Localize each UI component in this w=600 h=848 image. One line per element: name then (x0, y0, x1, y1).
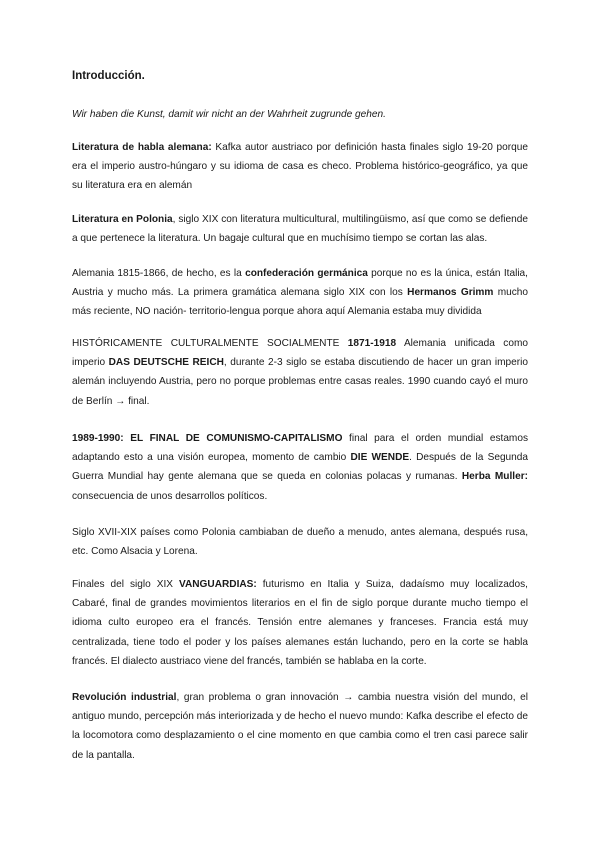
paragraph-revolucion-industrial (72, 688, 528, 765)
bold-term: VANGUARDIAS: (179, 579, 257, 590)
bold-term: DAS DEUTSCHE REICH (108, 357, 224, 369)
bold-term: Revolución industrial (72, 692, 177, 703)
paragraph-polonia (72, 210, 528, 248)
bold-term: Literatura de habla alemana: (72, 142, 212, 153)
paragraph-text: Alemania 1815-1866, de hecho, es la (72, 268, 246, 279)
paragraph-comunismo (72, 429, 528, 506)
paragraph-reich (72, 334, 528, 411)
bold-term: 1989-1990: EL FINAL DE COMUNISMO-CAPITALISMO (72, 433, 343, 444)
paragraph-text: Siglo XVII-XIX países como Polonia cambiaban de dueño a menudo, antes alemana, después rusa, etc. Como Alsacia y Lorena. (72, 527, 528, 558)
paragraph-text: Finales del siglo XIX (72, 579, 179, 590)
paragraph-text: consecuencia de unos desarrollos políticos. (72, 490, 268, 502)
paragraph-text: Alemania unificada como imperio (72, 338, 528, 369)
paragraph-text: , durante 2-3 siglo se estaba discutiendo de hacer un gran imperio alemán incluyendo Austria, pero no porque problemas entre casas reales. 1990 cuando cayó el muro de Berlín → final. (72, 357, 528, 407)
epigraph-quote: Wir haben die Kunst, damit wir nicht an der Wahrheit zugrunde gehen. (72, 109, 386, 120)
paragraph-text: mucho más reciente, NO nación- territorio-lengua porque ahora aquí Alemania estaba muy dividida (72, 287, 528, 318)
paragraph-text: final para el orden mundial estamos adaptando esto a una visión europea, momento de cambio (72, 433, 529, 464)
paragraph-text: . Después de la Segunda Guerra Mundial hay gente alemana que se queda en colonias polacas y rumanas. (72, 452, 529, 483)
paragraph-text: porque no es la única, están Italia, Austria y mucho más. La primera gramática alemana siglo XIX con los (72, 268, 528, 299)
paragraph-habla-alemana (72, 138, 528, 196)
paragraph-text: , gran problema o gran innovación → cambia nuestra visión del mundo, el antiguo mundo, percepción más interiorizada y de hecho el nuevo mundo: Kafka describe el efecto de la locomotora como desplazamiento o el cine momento en que cambia como el tren casi parece salir de la pantalla. (72, 692, 528, 761)
bold-term: Literatura en Polonia (72, 214, 173, 225)
paragraph-text: HISTÓRICAMENTE CULTURALMENTE SOCIALMENTE (72, 338, 348, 349)
paragraph-vanguardias (72, 575, 528, 671)
bold-term: Hermanos Grimm (407, 287, 494, 299)
paragraph-text: Kafka autor austriaco por definición hasta finales siglo 19-20 porque era el imperio austro-húngaro y su idioma de casa es checo. Problema histórico-geográfico, ya que su literatura era en alemán (72, 142, 528, 192)
bold-term: Herba Muller: (461, 471, 528, 483)
paragraph-confederacion (72, 264, 528, 322)
bold-term: 1871-1918 (347, 338, 397, 349)
paragraph-siglo-xvii (72, 523, 528, 561)
paragraph-text: futurismo en Italia y Suiza, dadaísmo muy localizados, Cabaré, final de grandes movimientos literarios en el fin de siglo porque durante mucho tiempo el idioma culto europeo era el francés. Tensión entre alemanes y franceses. Francia está muy centralizada, tiene todo el poder y los países alemanes están luchando, pero en la corte se habla francés. El dialecto austriaco viene del francés, también se hablaba en la corte. (72, 579, 528, 667)
bold-term: confederación germánica (245, 268, 368, 279)
page-title: Introducción. (72, 70, 145, 82)
paragraph-text: , siglo XIX con literatura multicultural, multilingüismo, así que como se defiende a que pertenece la literatura. Un bagaje cultural que en muchísimo tiempo se cortan las alas. (72, 214, 528, 245)
bold-term: DIE WENDE (350, 452, 410, 464)
